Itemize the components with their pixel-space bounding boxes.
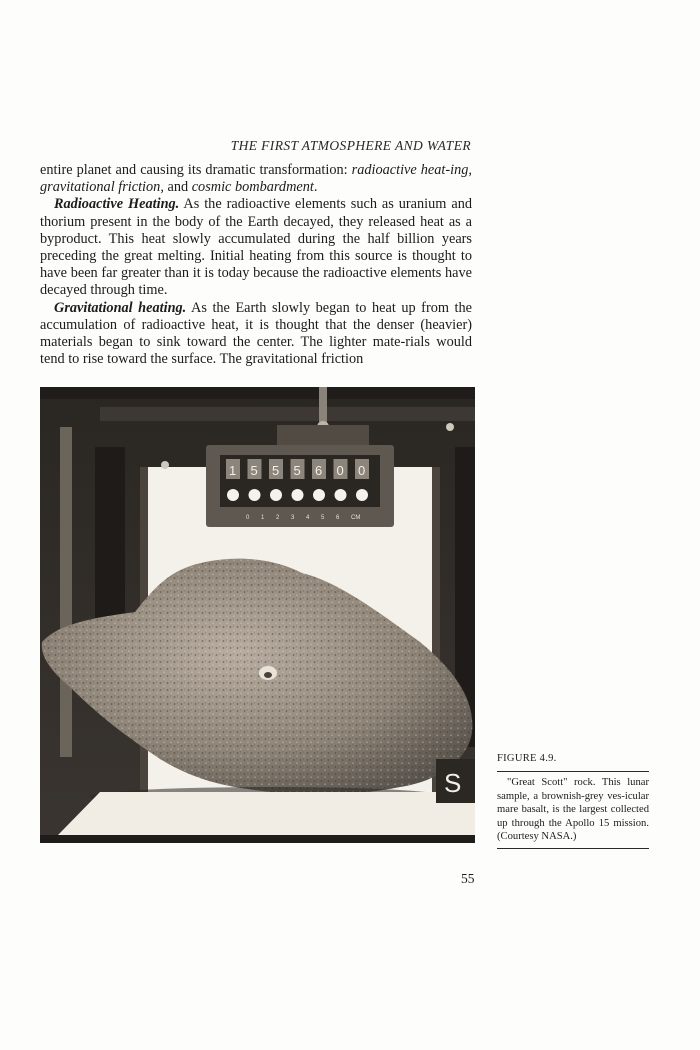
page-number: 55	[461, 871, 475, 886]
paragraph-gravitational-text: As the Earth slowly began to heat up from the accumulation of radioactive heat, it is thought that the denser (heavier) materials began to sink toward the center. The lighter mate-rials would tend to rise toward the surface. The gravitational friction	[40, 299, 472, 368]
scale-label: 0	[246, 515, 250, 521]
running-head: THE FIRST ATMOSPHERE AND WATER	[230, 138, 471, 153]
paragraph-1-emphasis: radioactive heat-ing, gravitational friction,	[40, 162, 472, 196]
scale-label: 1	[261, 515, 265, 521]
counter-digit: 0	[336, 463, 344, 478]
paragraph-1-emphasis-cosmic: cosmic bombardment	[191, 179, 314, 196]
counter-dot	[227, 489, 239, 501]
scale-label: CM	[351, 515, 361, 521]
counter-digit: 0	[358, 463, 366, 478]
scale-label: 6	[336, 515, 340, 521]
lunar-rock-photo	[40, 387, 475, 843]
section-heading-gravitational: Gravitational heating.	[54, 299, 187, 316]
counter-digit: 5	[250, 463, 258, 478]
figure-label: FIGURE 4.9.	[497, 753, 557, 764]
sample-tag-label: S	[444, 768, 462, 798]
scale-label: 3	[291, 515, 295, 521]
counter-digit: 6	[315, 463, 323, 478]
paragraph-radioactive-heating	[40, 196, 472, 299]
counter-digit: 5	[272, 463, 280, 478]
counter-dot	[356, 489, 368, 501]
scale-label: 5	[321, 515, 325, 521]
caption-rule-bottom	[497, 848, 649, 849]
counter-dot	[335, 489, 347, 501]
counter-digit: 5	[293, 463, 301, 478]
paragraph-1	[40, 162, 472, 196]
counter-dot	[249, 489, 261, 501]
body-text	[40, 162, 472, 368]
section-heading-radioactive: Radioactive Heating.	[54, 196, 180, 213]
paragraph-gravitational-heating	[40, 300, 472, 369]
paragraph-1-period: .	[313, 179, 318, 196]
paragraph-radioactive-text: As the radioactive elements such as uranium and thorium present in the body of the Earth decayed, they released heat as a byproduct. This heat slowly accumulated during the half billion years preceding the great melting. Initial heating from this source is thought to have been far greater than it is today because the radioactive elements have decayed through time.	[40, 196, 472, 299]
paragraph-1-text-and: and	[163, 179, 192, 196]
paragraph-1-text: entire planet and causing its dramatic transformation:	[40, 162, 352, 178]
caption-text: "Great Scott" rock. This lunar sample, a brownish-grey ves-icular mare basalt, is the largest collected up through the Apollo 15 mission. (Courtesy NASA.)	[497, 777, 649, 843]
counter-digit: 1	[229, 463, 237, 478]
counter-dot	[313, 489, 325, 501]
scale-label: 4	[306, 515, 310, 521]
figure-caption	[497, 752, 649, 849]
counter-dot	[270, 489, 282, 501]
scale-label: 2	[276, 515, 280, 521]
figure-photo	[40, 387, 475, 843]
counter-dot	[292, 489, 304, 501]
